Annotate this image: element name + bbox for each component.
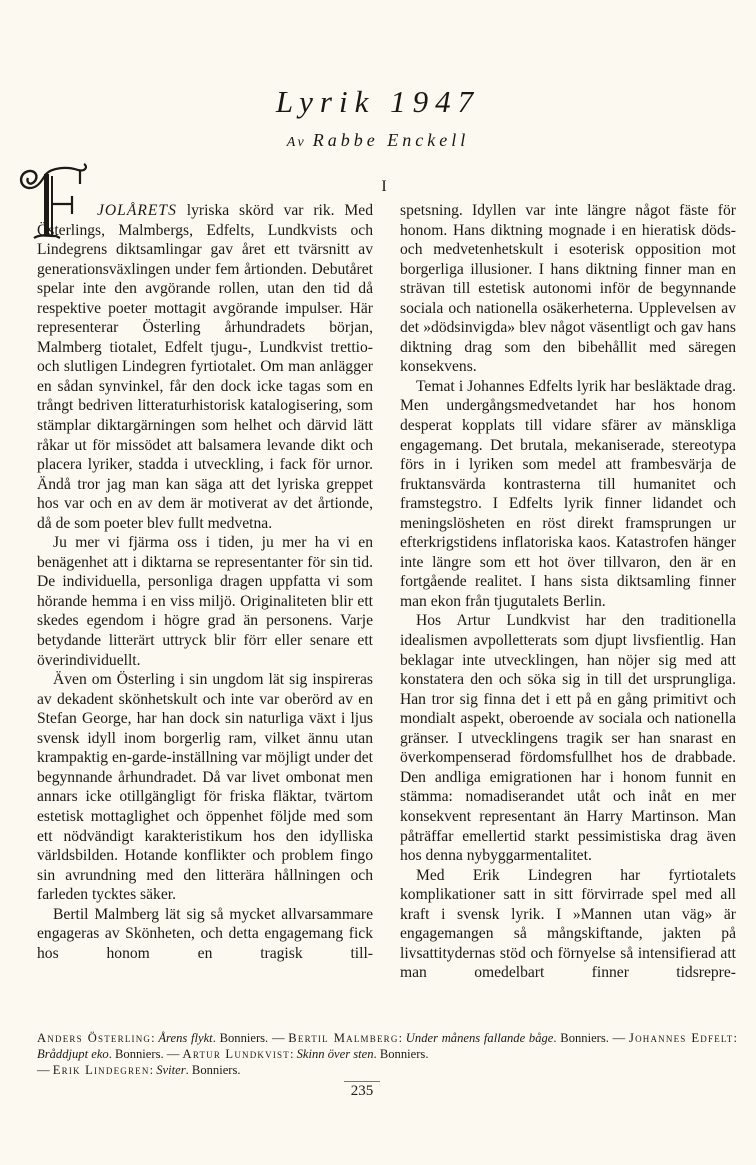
byline <box>0 130 756 151</box>
right-column <box>400 201 736 983</box>
opening-words: JOLÅRETS <box>97 202 177 219</box>
byline-prefix: Av <box>286 135 307 150</box>
paragraph: Ju mer vi fjärma oss i tiden, ju mer ha vi en benägenhet att i diktarna se representanter för sin tid. De individuella, personliga dragen uppfatta vi som hörande hemma i en viss miljö. Originaliteten blir ett skedes egendom i högre grad än personens. Varje betydande litterärt uttryck blir förr eller senare ett överindividuellt. <box>37 534 373 669</box>
page-number-rule <box>344 1081 380 1082</box>
paragraph: Även om Österling i sin ungdom lät sig inspireras av dekadent skönhetskult och inte var oberörd av en Stefan George, har han dock sin naturliga växt i ljus svensk idyll inom borgerlig ram, vilket ännu utan krampaktig en-garde-inställning var möjligt under det begynnande århundradet. Då var livet ombonat men annars icke otillgängligt för friska fläktar, tvärtom estetisk mottaglighet och öppenhet följde med som ett nödvändigt karakteristikum hos den idylliska världsbilden. Hotande konflikter och problem fingo sin avrundning med den litterära hållningen och farleden tycktes säker. <box>37 671 373 904</box>
article-title: Lyrik 1947 <box>275 84 481 119</box>
paragraph: Temat i Johannes Edfelts lyrik har besläktade drag. Men undergångsmedvetandet har hos honom desperat kopplats till vidare sfärer av mänskliga engagemang. Det brutala, mekaniserade, stereotypa förs in i lyriken som medel att frambesvärja de fruktansvärda kontrasterna till humanitet och framstegstro. I Edfelts lyrik finner lidandet och meningslösheten en röst direkt framsprungen ur efterkrigstidens inflatoriska kaos. Katastrofen hänger inte längre som ett hot över tillvaron, den är en fortgående realitet. I hans sista diktsamling finner man ekon från tjugutalets Berlin. <box>400 377 736 610</box>
bibliography-footnote: Anders Österling: Årens flykt. Bonniers. — Bertil Malmberg: Under månens fallande båge. Bonniers. — Johannes Edfelt: Bråddjupt eko. Bonniers. — Artur Lundkvist: Skinn över sten. Bonniers. — Erik Lindegren: Sviter. Bonniers. <box>37 1031 737 1077</box>
paragraph: Med Erik Lindegren har fyrtiotalets komplikationer satt in sitt förvirrade spel med all kraft i svensk lyrik. I »Mannen utan väg» är engagemangen så mångskiftande, jakten på livsattitydernas stöd och förnyelse så intensifierad att man omedelbart finner tidsrepre- <box>400 866 736 982</box>
author-name: Rabbe Enckell <box>312 130 470 150</box>
left-column <box>37 201 373 963</box>
paragraph: Hos Artur Lundkvist har den traditionella idealismen avpolletterats som djupt livsfientlig. Han beklagar inte utvecklingen, han nöjer sig med att konstatera den och söka sig in till det ursprungliga. Han tror sig finna det i ett på en gång primitivt och mondialt aspekt, oberoende av sociala och nationella gränser. I utvecklingens tragik ser han snarast en överkompenserad fördomsfullhet hos de drabbade. Den andliga emigrationen har i honom funnit en stämma: nomadiserandet utåt och inåt en mer konsekvent representant än Harry Martinson. Man påträffar emellertid starkt pessimistiska drag även hos denna nybyggarmentalitet. <box>400 612 736 865</box>
paragraph: spetsning. Idyllen var inte längre något fäste för honom. Hans diktning mognade i en hieratisk döds- och medvetenhetskult i esoterisk opposition mot borgerliga illusioner. I hans diktning finner man en strävan till estetisk autonomi inför de begynnande sociala och nationella osäkerheterna. Upplevelsen av det »dödsinvigda» blev något väsentligt och gav hans diktning drag som den bibehållit med säregen konsekvens. <box>400 202 736 376</box>
paragraph: Bertil Malmberg lät sig så mycket allvarsammare engageras av Skönheten, och detta engagemang fick hos honom en tragisk till- <box>37 905 373 962</box>
paragraph: JOLÅRETS lyriska skörd var rik. Med Österlings, Malmbergs, Edfelts, Lundkvists och Lindegrens diktsamlingar gav året ett tvärsnitt av generationsväxlingen under fem årtionden. Debutåret spelar inte den avgörande rollen, utan den tid då respektive poeter mottagit avgörande impulser. Här representerar Österling århundradets början, Malmberg tiotalet, Edfelt tjugu-, Lundkvist trettio- och slutligen Lindegren fyrtiotalet. Om man anlägger en sådan synvinkel, får den dock icke tagas som en trångt bedriven litteraturhistorisk katalogisering, som stämplar diktargärningen som helhet och därvid lätt råkar ut för missödet att balsamera levande dikt och placera lyriker, stadda i utveckling, i fack för urnor. Ändå tror jag man kan säga att det lyriska greppet hos var och en av dem är motiverat av det årtionde, då de som poeter blev fullt medvetna. <box>37 202 373 532</box>
section-number: I <box>381 178 387 195</box>
page-number: 235 <box>350 1083 374 1099</box>
